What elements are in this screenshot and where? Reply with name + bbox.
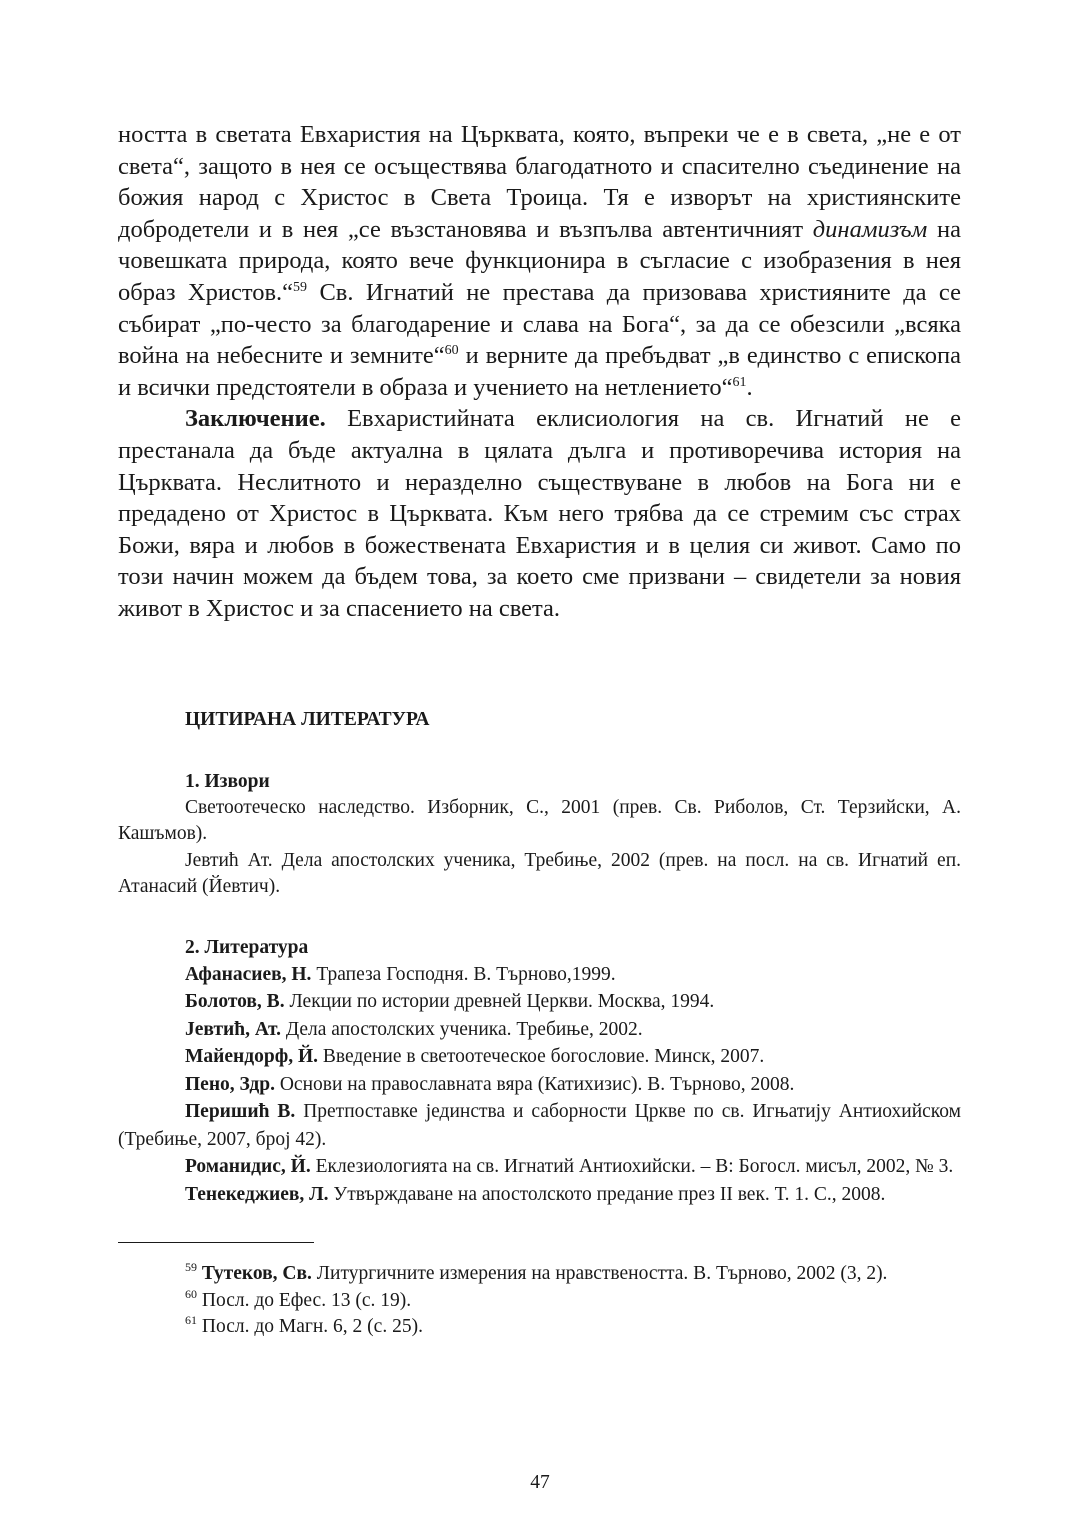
entry-author: Тенекеджиев, Л. [185, 1183, 329, 1205]
footnote-text: Литургичните измерения на нравствеността. В. Търново, 2002 (3, 2). [311, 1263, 888, 1284]
footnote-number: 61 [185, 1313, 197, 1327]
entry-author: Афанасиев, Н. [185, 963, 312, 985]
entry-text: Основи на православната вяра (Катихизис). В. Търново, 2008. [274, 1073, 795, 1095]
paragraph-text: на човешката природа, която вече функционира в съгласие с изобразения в нея образ Христов.“ [118, 215, 961, 306]
conclusion-lead: Заключение. [185, 405, 326, 433]
footnote-text: Посл. до Магн. 6, 2 (с. 25). [201, 1316, 423, 1337]
paragraph-text: . [746, 373, 753, 401]
body-paragraph-1 [118, 119, 961, 403]
footnote-separator [118, 1242, 314, 1243]
entry-author: Романидис, Й. [185, 1156, 311, 1177]
entry-author: Майендорф, Й. [185, 1046, 319, 1067]
footnote-60 [118, 1288, 961, 1315]
literature-entry [118, 1181, 961, 1209]
sources-heading: 1. Извори [185, 770, 270, 792]
literature-heading: 2. Литература [185, 936, 309, 958]
paragraph-text: Св. Игнатий не престава да призовава християните да се събират „по-често за благодарение и слава на Бога“, за да се обезсили „всяка война на небесните и земните“ [118, 278, 961, 370]
entry-text: Дела апостолских ученика. Требиње, 2002. [280, 1018, 643, 1040]
entry-author: Перишић В. [185, 1101, 296, 1122]
footnote-text: Посл. до Ефес. 13 (с. 19). [201, 1289, 412, 1311]
body-paragraph-conclusion [118, 403, 961, 624]
bibliography-heading: ЦИТИРАНА ЛИТЕРАТУРА [185, 708, 430, 730]
source-entry: Светоотеческо наследство. Изборник, С., 2001 (прев. Св. Риболов, Ст. Терзийски, А. Кашъмов). [118, 796, 961, 844]
footnote-author: Тутеков, Св. [201, 1263, 312, 1284]
literature-entry [118, 1016, 961, 1044]
page-number: 47 [530, 1472, 550, 1493]
footnote-ref-61[interactable]: 61 [732, 374, 747, 390]
page-content [118, 119, 961, 1341]
literature-entry [118, 961, 961, 989]
source-entry: Јевтић Ат. Дела апостолских ученика, Требиње, 2002 (прев. на посл. на св. Игнатий еп. Атанасий (Йевтич). [118, 849, 961, 897]
literature-entry [118, 1098, 961, 1153]
paragraph-text: и верните да пребъдват „в единство с епископа и всички предстоятели в образа и учението на нетлението“ [118, 342, 961, 401]
entry-text: Утвърждаване на апостолското предание през II век. Т. 1. С., 2008. [328, 1183, 886, 1205]
entry-author: Пено, Здр. [185, 1073, 275, 1095]
entry-text: Еклезиологията на св. Игнатий Антиохийски. – В: Богосл. мисъл, 2002, № 3. [310, 1156, 954, 1177]
entry-text: Претпоставке јединства и саборности Цркве по св. Игњатију Антиохийском (Требиње, 2007, број 42). [118, 1101, 961, 1150]
footnote-ref-60[interactable]: 60 [444, 343, 459, 359]
entry-author: Јевтић, Ат. [185, 1018, 281, 1040]
literature-entry [118, 988, 961, 1016]
entry-text: Трапеза Господня. В. Търново,1999. [311, 963, 616, 985]
paragraph-text: Евхаристийната еклисиология на св. Игнатий не е престанала да бъде актуална в цялата дълга и противоречива история на Църквата. Неслитното и неразделно съществуване в любов на Бога ни е предадено от Христос в Църквата. Към него трябва да се стремим със страх Божи, вяра и любов в божествената Евхаристия и в целия си живот. Само по този начин можем да бъдем това, за което сме призвани – свидетели за новия живот в Христос и за спасението на света. [118, 405, 961, 622]
italic-term: динамизъм [812, 215, 928, 243]
literature-entry [118, 1153, 961, 1181]
footnote-number: 59 [185, 1260, 197, 1274]
footnote-59 [118, 1261, 961, 1288]
entry-text: Введение в светоотеческое богословие. Минск, 2007. [318, 1046, 765, 1067]
literature-entry [118, 1043, 961, 1071]
paragraph-text: ността в светата Евхаристия на Църквата, която, въпреки че е в света, „не е от света“, защото в нея се осъществява благодатното и спасително съединение на божия народ с Христос в Света Троица. Тя е изворът на християнските добродетели и в нея „се възстановява и възпълва автентичният [118, 121, 961, 243]
footnote-61 [118, 1314, 961, 1341]
literature-entry [118, 1071, 961, 1099]
entry-author: Болотов, В. [185, 991, 285, 1012]
entry-text: Лекции по истории древней Церкви. Москва, 1994. [284, 991, 715, 1012]
footnote-number: 60 [185, 1286, 197, 1301]
footnote-ref-59[interactable]: 59 [293, 279, 308, 295]
